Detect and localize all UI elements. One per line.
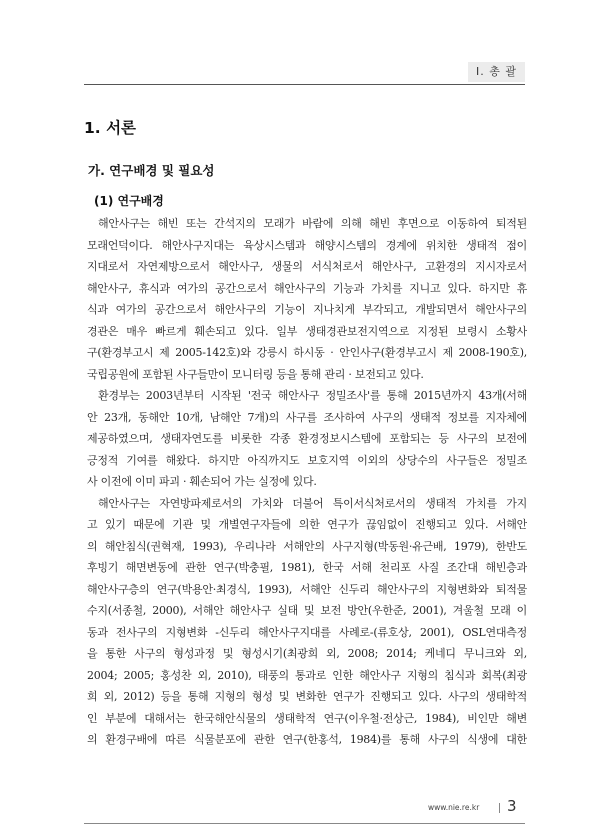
page-number: 3 (507, 797, 517, 815)
sub-subsection-heading: (1) 연구배경 (94, 194, 164, 208)
body-line: 고 있기 때문에 기관 및 개별연구자들에 의한 연구가 끊임없이 진행되고 있다. 서해안 (87, 518, 527, 531)
body-line: 해안사구, 휴식과 여가의 공간으로서 해안사구의 기능과 가치를 지니고 있다. 하지만 휴 (87, 281, 527, 295)
body-line: 해안사구는 해빈 또는 간석지의 모래가 바람에 의해 해빈 후면으로 이동하여 퇴적된 (98, 217, 527, 230)
body-line: 인 부분에 대해서는 한국해안식물의 생태학적 연구(이우철·전상근, 1984), 비인만 해변 (87, 711, 527, 725)
body-line: 의 해안침식(권혁재, 1993), 우리나라 서해안의 사구지형(박동원·유근배, 1979), 한반도 (87, 539, 527, 553)
body-line: 동과 전사구의 지형변화 -신두리 해안사구지대를 사례로-(류호상, 2001), OSL연대측정 (87, 625, 527, 639)
body-line: 사 이전에 이미 파괴 · 훼손되어 가는 실정에 있다. (87, 475, 317, 488)
section-heading: 1. 서론 (84, 119, 137, 137)
footer-url: www.nie.re.kr (428, 803, 480, 812)
body-line: 긍정적 기여를 해왔다. 하지만 아직까지도 보호지역 이외의 상당수의 사구들은 정밀조 (87, 453, 527, 467)
body-line: 경관은 매우 빠르게 훼손되고 있다. 일부 생태경관보전지역으로 지정된 보령시 소황사 (87, 324, 527, 338)
body-line: 2004; 2005; 홍성찬 외, 2010), 태풍의 통과로 인한 해안사구 지형의 침식과 회복(최광 (87, 668, 527, 682)
body-line: 후빙기 해면변동에 관한 연구(박충필, 1981), 한국 서해 천리포 사질 조간대 해빈층과 (87, 561, 527, 574)
footer-separator (499, 803, 500, 813)
body-line: 환경부는 2003년부터 시작된 '전국 해안사구 정밀조사'를 통해 2015년까지 43개(서해 (98, 389, 527, 402)
body-text (87, 213, 527, 751)
body-line: 국립공원에 포함된 사구들만이 모니터링 등을 통해 관리 · 보전되고 있다. (87, 367, 424, 381)
footer-rule (84, 823, 525, 824)
header-rule (84, 84, 525, 85)
body-line: 수지(서종철, 2000), 서해안 해안사구 실태 및 보전 방안(우한준, 2001), 겨울철 모래 이 (87, 604, 527, 617)
body-line: 안 23개, 동해안 10개, 남해안 7개)의 사구를 조사하여 사구의 생태적 정보를 지자체에 (87, 410, 527, 424)
body-line: 을 통한 사구의 형성과정 및 형성시기(최광희 외, 2008; 2014; 케네디 무니크와 외, (87, 647, 527, 660)
body-line: 해안사구는 자연방파제로서의 가치와 더불어 특이서식처로서의 생태적 가치를 가지 (98, 496, 527, 510)
subsection-heading: 가. 연구배경 및 필요성 (88, 163, 215, 178)
body-line: 지대로서 자연제방으로서 해안사구, 생물의 서식처로서 해안사구, 고환경의 지시자로서 (87, 260, 527, 273)
body-line: 의 환경구배에 따른 식물분포에 관한 연구(한홍석, 1984)를 통해 사구의 식생에 대한 (87, 733, 527, 746)
chapter-tag: Ⅰ. 총 괄 (468, 62, 525, 82)
body-line: 제공하였으며, 생태자연도를 비롯한 각종 환경정보시스템에 포함되는 등 사구의 보전에 (87, 432, 527, 445)
body-line: 해안사구층의 연구(박용안·최경식, 1993), 서해안 신두리 해안사구의 지형변화와 퇴적물 (87, 582, 527, 596)
body-line: 식과 여가의 공간으로서 해안사구의 기능이 지나치게 부각되고, 개발되면서 해안사구의 (87, 303, 527, 316)
body-line: 희 외, 2012) 등을 통해 지형의 형성 및 변화한 연구가 진행되고 있다. 사구의 생태학적 (87, 690, 527, 703)
body-line: 구(환경부고시 제 2005-142호)와 강릉시 하시동 · 안인사구(환경부고시 제 2008-190호), (87, 346, 527, 359)
body-line: 모래언덕이다. 해안사구지대는 육상시스템과 해양시스템의 경계에 위치한 생태적 점이 (87, 238, 527, 252)
